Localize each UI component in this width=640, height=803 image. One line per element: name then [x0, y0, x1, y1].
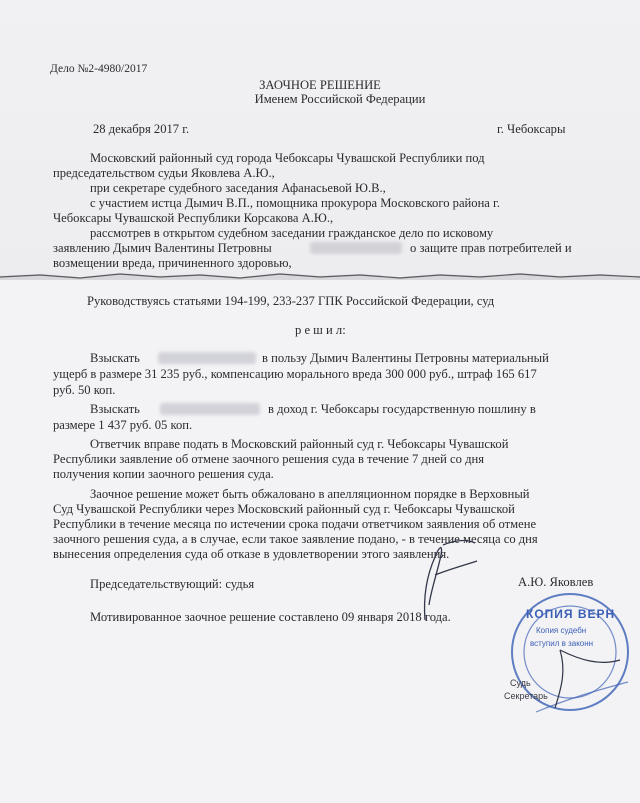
intro-line: председательством судьи Яковлева А.Ю.,	[53, 166, 275, 180]
intro-line: Чебоксары Чувашской Республики Корсакова А.Ю.,	[53, 211, 334, 225]
body-line: Заочное решение может быть обжаловано в апелляционном порядке в Верховный	[90, 487, 530, 501]
intro-line: Московский районный суд города Чебоксары Чувашской Республики под	[90, 151, 485, 165]
body-line: Республики в течение месяца по истечении срока подачи ответчиком заявления об отмене	[53, 517, 537, 531]
intro-line: с участием истца Дымич В.П., помощника прокурора Московского района г.	[90, 196, 500, 210]
stamp-text: вступил в законн	[530, 639, 594, 648]
decided-heading: р е ш и л:	[295, 323, 346, 337]
intro-line: рассмотрев в открытом судебном заседании гражданское дело по исковому	[90, 226, 494, 240]
redacted-name	[160, 403, 260, 415]
document-title: ЗАОЧНОЕ РЕШЕНИЕ	[259, 78, 381, 92]
stamp-text: Секретарь	[504, 691, 548, 701]
stamp-text: Судь	[510, 678, 531, 688]
intro-line: заявлению Дымич Валентины Петровны	[53, 241, 272, 255]
body-line: Суд Чувашской Республики через Московский районный суд г. Чебоксары Чувашской	[53, 502, 515, 516]
guided-statement: Руководствуясь статьями 194-199, 233-237 ГПК Российской Федерации, суд	[87, 294, 495, 308]
stamp-text: КОПИЯ ВЕРН	[526, 607, 616, 621]
body-line: руб. 50 коп.	[53, 383, 116, 397]
body-line: ущерб в размере 31 235 руб., компенсацию морального вреда 300 000 руб., штраф 165 617	[53, 367, 537, 381]
redacted-name	[310, 242, 402, 254]
body-line: Взыскать	[90, 402, 140, 416]
body-line: получения копии заочного решения суда.	[53, 467, 274, 481]
document-subtitle: Именем Российской Федерации	[254, 92, 426, 106]
stamp-text: Копия судебн	[536, 626, 587, 635]
presiding-label: Председательствующий: судья	[90, 577, 255, 591]
body-line: Республики заявление об отмене заочного решения суда в течение 7 дней со дня	[53, 452, 485, 466]
intro-line: возмещении вреда, причиненного здоровью,	[53, 256, 292, 270]
body-line: в пользу Дымич Валентины Петровны материальный	[262, 351, 549, 365]
intro-line: при секретаре судебного заседания Афанасьевой Ю.В.,	[90, 181, 386, 195]
redacted-name	[158, 352, 256, 364]
body-line: Взыскать	[90, 351, 140, 365]
reasoned-decision-note: Мотивированное заочное решение составлено 09 января 2018 года.	[90, 610, 451, 624]
judge-name: А.Ю. Яковлев	[518, 575, 594, 589]
body-line: Ответчик вправе подать в Московский районный суд г. Чебоксары Чувашской	[90, 437, 509, 451]
court-stamp	[500, 590, 635, 720]
judge-signature	[395, 535, 485, 625]
decision-date: 28 декабря 2017 г.	[93, 122, 190, 136]
case-number: Дело №2-4980/2017	[50, 63, 148, 75]
body-line: размере 1 437 руб. 05 коп.	[53, 418, 193, 432]
body-line: вынесения определения суда об отказе в удовлетворении этого заявления.	[53, 547, 450, 561]
body-line: в доход г. Чебоксары государственную пошлину в	[268, 402, 536, 416]
decision-city: г. Чебоксары	[497, 122, 566, 136]
body-line: заочного решения суда, а в случае, если такое заявление подано, - в течение месяца со дня	[53, 532, 538, 546]
intro-line: о защите прав потребителей и	[410, 241, 572, 255]
